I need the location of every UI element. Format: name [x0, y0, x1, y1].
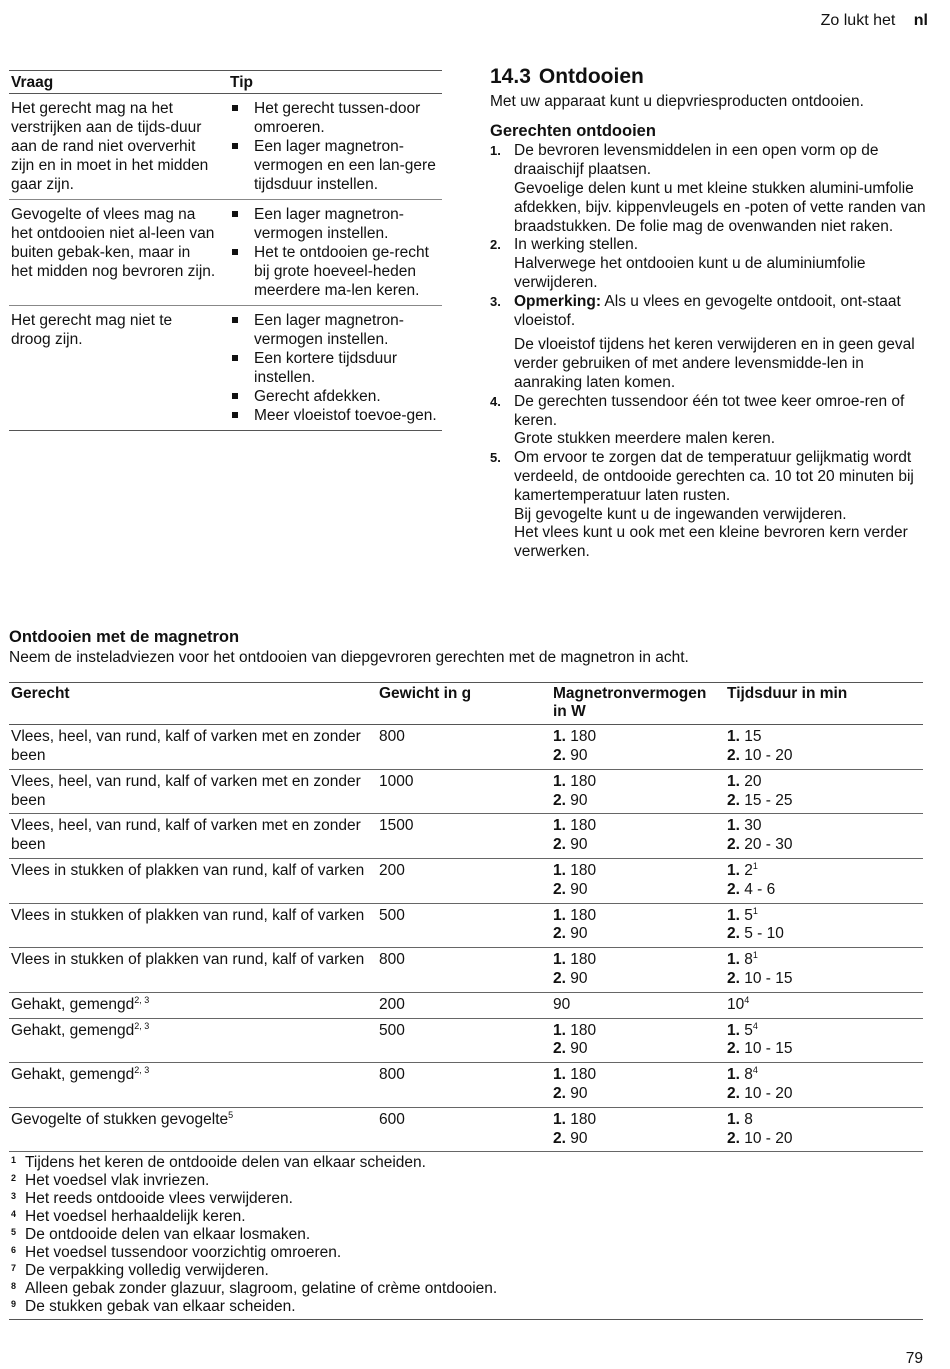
- time-cell: [725, 1107, 923, 1152]
- stage-number: 2.: [727, 746, 745, 764]
- weight-cell: 500: [377, 903, 551, 948]
- power-value: 180: [570, 817, 597, 835]
- time-footnote-ref: 4: [752, 1065, 758, 1076]
- defrost-row: [9, 858, 923, 903]
- tip-cell: [228, 200, 442, 306]
- tip-list: [230, 205, 440, 300]
- stage-number: 1.: [727, 906, 745, 924]
- power-value: 180: [570, 906, 597, 924]
- time-value: 10 - 20: [744, 1084, 793, 1102]
- time-value: 10 - 15: [744, 969, 793, 987]
- stage-number: 1.: [727, 1110, 745, 1128]
- time-value: 8: [744, 1110, 753, 1128]
- power-value: 90: [570, 880, 588, 898]
- power-stage: [553, 881, 723, 900]
- dish-cell: [9, 948, 377, 993]
- footnote-text: Tijdens het keren de ontdooide delen van elkaar scheiden.: [25, 1154, 426, 1172]
- time-cell: [725, 948, 923, 993]
- power-stage: [553, 951, 723, 970]
- time-value: 15 - 25: [744, 791, 793, 809]
- power-stage: [553, 817, 723, 836]
- step-extra: De vloeistof tijdens het keren verwijderen en in geen geval verder gebruiken of met andere levensmidde-len in aanraking laten komen.: [514, 336, 915, 391]
- stage-number: 2.: [727, 791, 745, 809]
- power-stage: [553, 925, 723, 944]
- tip-item: Een kortere tijdsduur instellen.: [230, 349, 440, 387]
- stage-number: 2.: [553, 791, 571, 809]
- stage-number: 1.: [727, 1021, 745, 1039]
- power-value: 90: [570, 791, 588, 809]
- footnote: [9, 1190, 923, 1208]
- section-title: [490, 65, 930, 88]
- dish-cell: [9, 814, 377, 859]
- tip-table: [9, 70, 442, 431]
- weight-cell: 600: [377, 1107, 551, 1152]
- footnote: [9, 1262, 923, 1280]
- stage-number: 1.: [553, 772, 571, 790]
- defrost-table-header: [9, 682, 923, 725]
- power-value: 180: [570, 772, 597, 790]
- step-number: 5.: [490, 450, 501, 466]
- tip-row: [9, 306, 442, 431]
- defrost-row: [9, 948, 923, 993]
- defrost-title: Ontdooien met de magnetron: [9, 628, 240, 646]
- dish-cell: [9, 1018, 377, 1063]
- tip-question: Gevogelte of vlees mag na het ontdooien niet al-leen van buiten gebak-ken, maar in het midden nog bevroren zijn.: [9, 200, 228, 306]
- dish-name: Vlees, heel, van rund, kalf of varken met en zonder been: [11, 817, 361, 854]
- header-language: nl: [913, 12, 928, 29]
- power-stage: [553, 747, 723, 766]
- footnote-number: 6: [11, 1244, 17, 1255]
- power-stage: [553, 907, 723, 926]
- tip-item: Het gerecht tussen-door omroeren.: [230, 99, 440, 137]
- step-item: [490, 236, 930, 292]
- defrost-row: [9, 769, 923, 814]
- footnote-text: Het voedsel herhaaldelijk keren.: [25, 1208, 246, 1226]
- time-value: 30: [744, 817, 762, 835]
- dish-name: Gevogelte of stukken gevogelte: [11, 1110, 229, 1128]
- step-number: 3.: [490, 293, 501, 309]
- power-stage: [553, 773, 723, 792]
- header-question: Vraag: [9, 71, 228, 94]
- step-text: Als u vlees en gevogelte ontdooit, ont-staat vloeistof.: [514, 292, 901, 329]
- time-footnote-ref: 1: [752, 905, 758, 916]
- stage-number: 1.: [727, 861, 745, 879]
- time-value: 2: [744, 861, 753, 879]
- power-cell: [551, 769, 725, 814]
- time-value: 15: [744, 728, 762, 746]
- footnote-number: 9: [11, 1298, 17, 1309]
- footnote-text: Alleen gebak zonder glazuur, slagroom, gelatine of crème ontdooien.: [25, 1279, 498, 1297]
- power-cell: [551, 1107, 725, 1152]
- footnote: [9, 1244, 923, 1262]
- dish-cell: [9, 992, 377, 1018]
- weight-cell: 800: [377, 948, 551, 993]
- power-cell: [551, 948, 725, 993]
- stage-number: 1.: [553, 1110, 571, 1128]
- weight-cell: 800: [377, 1063, 551, 1108]
- power-cell: [551, 814, 725, 859]
- step-note-label: Opmerking:: [514, 292, 601, 310]
- tip-item: Een lager magnetron-vermogen en een lan-gere tijdsduur instellen.: [230, 137, 440, 194]
- dish-name: Vlees in stukken of plakken van rund, kalf of varken: [11, 951, 365, 969]
- tip-table-header: [9, 71, 442, 94]
- time-cell: [725, 903, 923, 948]
- time-stage: [727, 1022, 921, 1041]
- stage-number: 2.: [553, 925, 571, 943]
- time-stage: [727, 951, 921, 970]
- time-stage: [727, 1111, 921, 1130]
- header-dish: Gerecht: [9, 682, 377, 725]
- power-value: 90: [570, 836, 588, 854]
- stage-number: 1.: [727, 728, 745, 746]
- stage-number: 1.: [553, 906, 571, 924]
- time-stage: [727, 862, 921, 881]
- section-intro: Met uw apparaat kunt u diepvriesproducten ontdooien.: [490, 92, 864, 110]
- time-stage: [727, 1085, 921, 1104]
- step-text: In werking stellen. Halverwege het ontdooien kunt u de aluminiumfolie verwijderen.: [514, 236, 866, 291]
- stage-number: 1.: [553, 951, 571, 969]
- dish-footnote-ref: 5: [228, 1109, 234, 1120]
- time-value: 8: [744, 951, 753, 969]
- time-cell: [725, 992, 923, 1018]
- step-item: [490, 293, 930, 393]
- time-footnote-ref: 4: [744, 994, 750, 1005]
- stage-number: 2.: [553, 1129, 571, 1147]
- footnote-number: 1: [11, 1155, 17, 1166]
- footnote-text: De stukken gebak van elkaar scheiden.: [25, 1297, 296, 1315]
- footnote: [9, 1298, 923, 1316]
- weight-cell: 200: [377, 992, 551, 1018]
- dish-footnote-ref: 2, 3: [134, 1065, 150, 1076]
- power-stage: [553, 1130, 723, 1149]
- header-section: Zo lukt het: [820, 12, 896, 29]
- time-cell: [725, 858, 923, 903]
- time-stage: [727, 792, 921, 811]
- time-stage: [727, 836, 921, 855]
- tip-question: Het gerecht mag na het verstrijken aan de tijds-duur aan de rand niet oververhit zijn en in moet in het midden gaar zijn.: [9, 94, 228, 200]
- power-cell: [551, 858, 725, 903]
- weight-cell: 1000: [377, 769, 551, 814]
- stage-number: 2.: [727, 880, 745, 898]
- footnote-number: 3: [11, 1191, 17, 1202]
- power-stage: [553, 836, 723, 855]
- power-value: 180: [570, 951, 597, 969]
- power-stage: [553, 996, 723, 1015]
- page-number: 79: [905, 1350, 923, 1367]
- time-cell: [725, 1018, 923, 1063]
- stage-number: 2.: [553, 746, 571, 764]
- power-stage: [553, 970, 723, 989]
- weight-cell: 200: [377, 858, 551, 903]
- footnote: [9, 1208, 923, 1226]
- stage-number: 2.: [727, 1040, 745, 1058]
- step-text: De gerechten tussendoor één tot twee keer omroe-ren of keren. Grote stukken meerdere malen keren.: [514, 392, 905, 448]
- defrost-row: [9, 814, 923, 859]
- dish-cell: [9, 1107, 377, 1152]
- step-item: [490, 449, 930, 562]
- stage-number: 2.: [727, 836, 745, 854]
- footnote-number: 7: [11, 1262, 17, 1273]
- step-item: [490, 142, 930, 236]
- dish-cell: [9, 903, 377, 948]
- dish-name: Vlees, heel, van rund, kalf of varken met en zonder been: [11, 728, 361, 764]
- stage-number: 2.: [553, 1040, 571, 1058]
- tip-item: Gerecht afdekken.: [230, 387, 440, 406]
- stage-number: 2.: [553, 880, 571, 898]
- power-stage: [553, 1085, 723, 1104]
- power-value: 180: [570, 1110, 597, 1128]
- stage-number: 1.: [727, 951, 745, 969]
- time-stage: [727, 996, 921, 1015]
- tip-question: Het gerecht mag niet te droog zijn.: [9, 306, 228, 431]
- tip-item: Een lager magnetron-vermogen instellen.: [230, 205, 440, 243]
- tip-item: Meer vloeistof toevoe-gen.: [230, 406, 440, 425]
- dish-name: Gehakt, gemengd: [11, 995, 135, 1013]
- power-value: 90: [570, 746, 588, 764]
- microwave-defrost: [9, 628, 923, 1320]
- stage-number: 2.: [553, 836, 571, 854]
- time-stage: [727, 907, 921, 926]
- step-number: 4.: [490, 393, 501, 409]
- stage-number: 1.: [727, 772, 745, 790]
- time-value: 5: [744, 906, 753, 924]
- footnote-text: De verpakking volledig verwijderen.: [25, 1261, 269, 1279]
- power-stage: [553, 862, 723, 881]
- time-stage: [727, 925, 921, 944]
- page-header: [821, 12, 928, 30]
- time-value: 20: [744, 772, 762, 790]
- footnote-text: Het voedsel tussendoor voorzichtig omroeren.: [25, 1243, 342, 1261]
- footnote: [9, 1172, 923, 1190]
- stage-number: 1.: [727, 817, 745, 835]
- time-cell: [725, 1063, 923, 1108]
- dish-footnote-ref: 2, 3: [134, 994, 150, 1005]
- time-stage: [727, 1040, 921, 1059]
- stage-number: 1.: [553, 861, 571, 879]
- footnote-number: 4: [11, 1209, 17, 1220]
- footnote-text: Het voedsel vlak invriezen.: [25, 1172, 210, 1190]
- section-number: 14.3: [490, 65, 531, 88]
- steps-list: [490, 142, 930, 562]
- defrost-row: [9, 1107, 923, 1152]
- stage-number: 2.: [727, 969, 745, 987]
- dish-cell: [9, 769, 377, 814]
- power-value: 90: [570, 925, 588, 943]
- header-weight: Gewicht in g: [377, 682, 551, 725]
- power-stage: [553, 1022, 723, 1041]
- tip-item: Een lager magnetron-vermogen instellen.: [230, 311, 440, 349]
- stage-number: 2.: [553, 1084, 571, 1102]
- defrost-intro: Neem de insteladviezen voor het ontdooien van diepgevroren gerechten met de magnetron in acht.: [9, 648, 689, 666]
- tip-list: [230, 99, 440, 194]
- defrost-section: [490, 65, 930, 562]
- step-number: 1.: [490, 143, 501, 159]
- dish-cell: [9, 858, 377, 903]
- power-stage: [553, 1040, 723, 1059]
- time-value: 10 - 20: [744, 1129, 793, 1147]
- time-stage: [727, 773, 921, 792]
- tip-row: [9, 94, 442, 200]
- stage-number: 1.: [553, 1021, 571, 1039]
- dish-cell: [9, 1063, 377, 1108]
- dish-name: Gehakt, gemengd: [11, 1021, 135, 1039]
- power-stage: [553, 792, 723, 811]
- stage-number: 1.: [553, 817, 571, 835]
- time-value: 5: [744, 1021, 753, 1039]
- power-stage: [553, 1111, 723, 1130]
- weight-cell: 1500: [377, 814, 551, 859]
- header-tip: Tip: [228, 71, 442, 94]
- footnotes: [9, 1154, 923, 1320]
- time-value: 5 - 10: [744, 925, 784, 943]
- time-stage: [727, 1130, 921, 1149]
- footnote: [9, 1280, 923, 1298]
- header-time: Tijdsduur in min: [725, 682, 923, 725]
- stage-number: 2.: [727, 1129, 745, 1147]
- step-item: [490, 393, 930, 449]
- time-stage: [727, 747, 921, 766]
- power-stage: [553, 1066, 723, 1085]
- power-value: 180: [570, 1021, 597, 1039]
- dish-cell: [9, 725, 377, 770]
- defrost-row: [9, 725, 923, 770]
- defrost-row: [9, 1063, 923, 1108]
- time-value: 20 - 30: [744, 836, 793, 854]
- dish-footnote-ref: 2, 3: [134, 1020, 150, 1031]
- header-power: Magnetronvermogen in W: [551, 682, 725, 725]
- power-cell: [551, 725, 725, 770]
- section-title-text: Ontdooien: [538, 65, 644, 88]
- stage-number: 2.: [553, 969, 571, 987]
- time-value: 10 - 15: [744, 1040, 793, 1058]
- defrost-table-body: [9, 725, 923, 1152]
- power-value: 90: [570, 969, 588, 987]
- time-value: 4 - 6: [744, 880, 776, 898]
- stage-number: 1.: [553, 1066, 571, 1084]
- dish-name: Vlees, heel, van rund, kalf of varken met en zonder been: [11, 772, 361, 809]
- power-value: 180: [570, 1066, 597, 1084]
- footnote-text: Het reeds ontdooide vlees verwijderen.: [25, 1190, 293, 1208]
- power-value: 90: [553, 995, 571, 1013]
- dish-name: Gehakt, gemengd: [11, 1066, 135, 1084]
- dish-name: Vlees in stukken of plakken van rund, kalf of varken: [11, 906, 365, 924]
- time-stage: [727, 817, 921, 836]
- footnote-number: 8: [11, 1280, 17, 1291]
- footnote-number: 2: [11, 1173, 17, 1184]
- time-footnote-ref: 1: [752, 950, 758, 961]
- time-footnote-ref: 4: [752, 1020, 758, 1031]
- time-stage: [727, 1066, 921, 1085]
- step-text: De bevroren levensmiddelen in een open vorm op de draaischijf plaatsen. Gevoelige delen kunt u met kleine stukken alumini-umfolie afdekken, bijv. kippenvleugels en -poten of vette randen van braadstukken. De folie mag de ovenwanden niet raken.: [514, 142, 926, 235]
- power-stage: [553, 728, 723, 747]
- tip-item: Het te ontdooien ge-recht bij grote hoeveel-heden meerdere ma-len keren.: [230, 243, 440, 300]
- time-footnote-ref: 1: [752, 860, 758, 871]
- defrost-row: [9, 1018, 923, 1063]
- footnote: [9, 1154, 923, 1172]
- dish-name: Vlees in stukken of plakken van rund, kalf of varken: [11, 861, 365, 879]
- weight-cell: 500: [377, 1018, 551, 1063]
- time-value: 8: [744, 1066, 753, 1084]
- power-value: 180: [570, 728, 597, 746]
- tip-list: [230, 311, 440, 425]
- tip-table-body: [9, 94, 442, 431]
- tip-cell: [228, 306, 442, 431]
- power-value: 90: [570, 1129, 588, 1147]
- footnote-text: De ontdooide delen van elkaar losmaken.: [25, 1225, 311, 1243]
- footnote-number: 5: [11, 1226, 17, 1237]
- time-value: 10 - 20: [744, 746, 793, 764]
- time-cell: [725, 769, 923, 814]
- defrost-row: [9, 903, 923, 948]
- time-stage: [727, 881, 921, 900]
- power-value: 90: [570, 1084, 588, 1102]
- defrost-table: [9, 682, 923, 1153]
- power-value: 90: [570, 1040, 588, 1058]
- stage-number: 1.: [727, 1066, 745, 1084]
- tip-row: [9, 200, 442, 306]
- power-cell: [551, 1063, 725, 1108]
- time-cell: [725, 725, 923, 770]
- time-stage: [727, 728, 921, 747]
- power-cell: [551, 992, 725, 1018]
- time-value: 10: [727, 995, 745, 1013]
- step-text: Om ervoor te zorgen dat de temperatuur gelijkmatig wordt verdeeld, de ontdooide gerechten ca. 10 tot 20 minuten bij kamertemperatuur laten rusten. Bij gevogelte kunt u de ingewanden verwijderen. Het vlees kunt u ook met een kleine bevroren kern verder verwerken.: [514, 449, 914, 561]
- defrost-row: [9, 992, 923, 1018]
- weight-cell: 800: [377, 725, 551, 770]
- stage-number: 2.: [727, 925, 745, 943]
- stage-number: 2.: [727, 1084, 745, 1102]
- power-cell: [551, 1018, 725, 1063]
- stage-number: 1.: [553, 728, 571, 746]
- tip-cell: [228, 94, 442, 200]
- time-cell: [725, 814, 923, 859]
- time-stage: [727, 970, 921, 989]
- section-subtitle: Gerechten ontdooien: [490, 121, 656, 140]
- footnote: [9, 1226, 923, 1244]
- step-number: 2.: [490, 237, 501, 253]
- power-value: 180: [570, 861, 597, 879]
- power-cell: [551, 903, 725, 948]
